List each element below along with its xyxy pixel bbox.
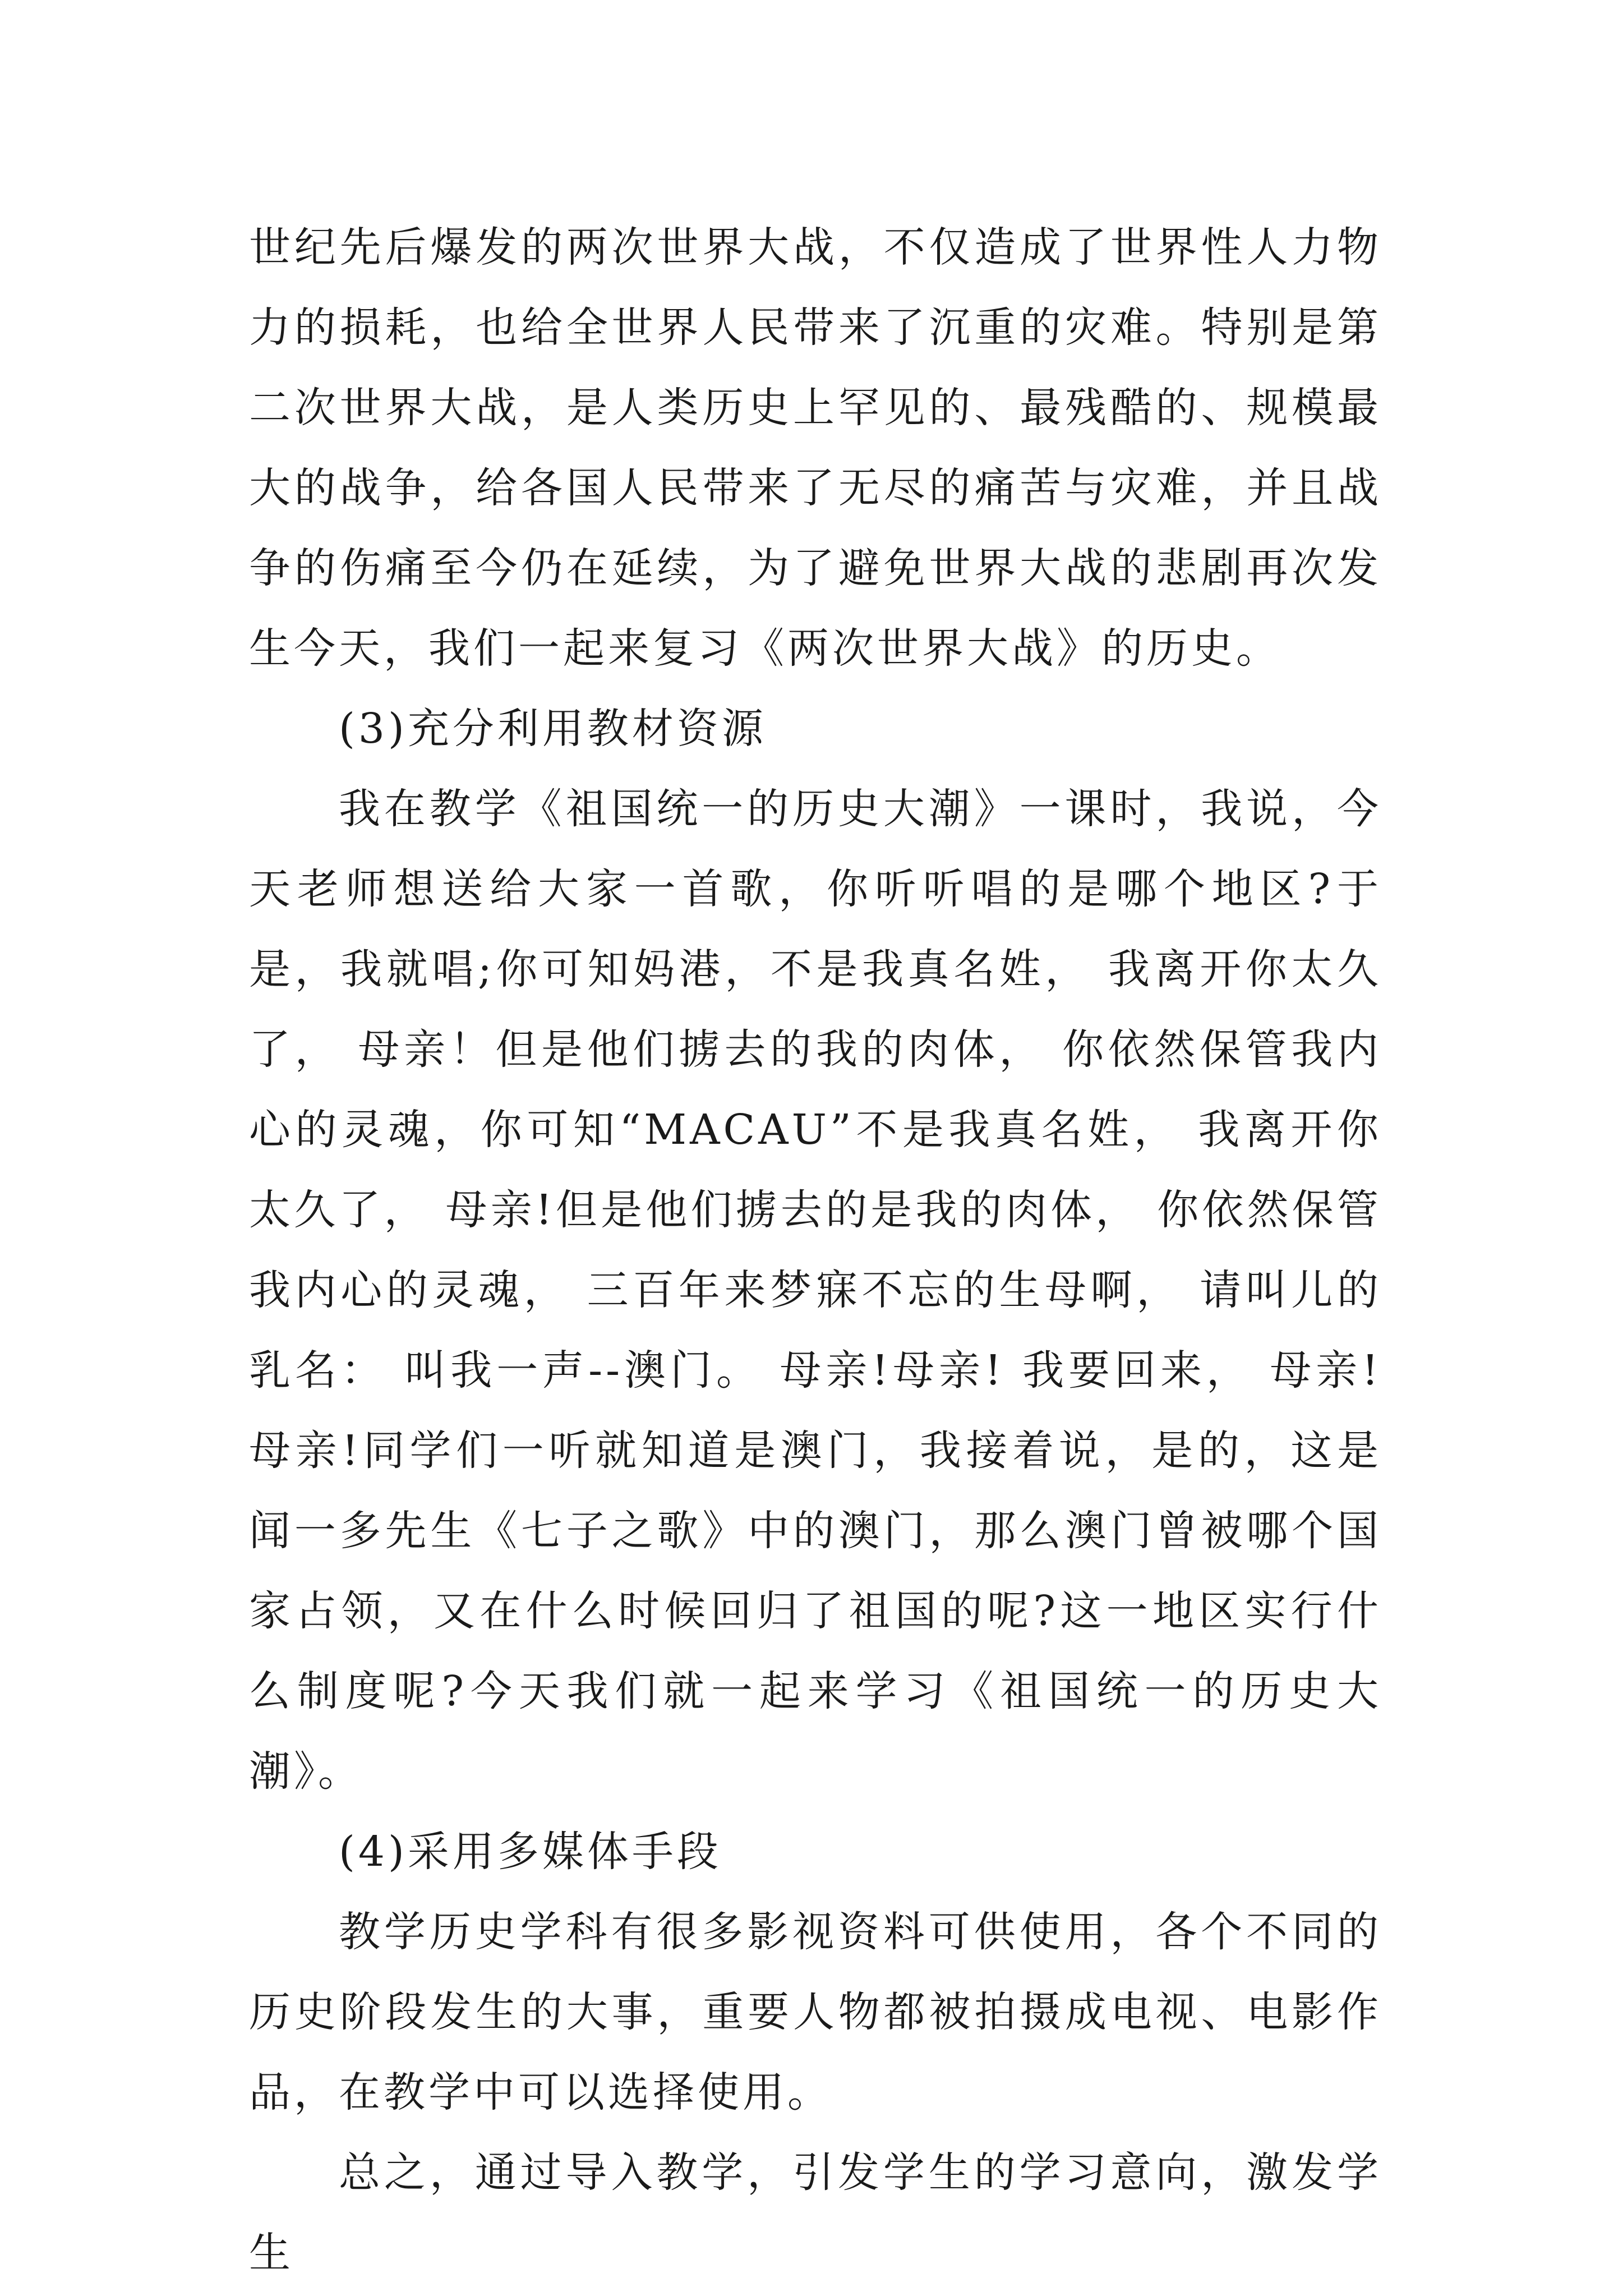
paragraph-world-wars-intro: 世纪先后爆发的两次世界大战，不仅造成了世界性人力物力的损耗，也给全世界人民带来了沉重的灾难。特别是第二次世界大战，是人类历史上罕见的、最残酷的、规模最大的战争，给各国人民带来了无尽的痛苦与灾难，并且战争的伤痛至今仍在延续，为了避免世界大战的悲剧再次发生今天，我们一起来复习《两次世界大战》的历史。 — [249, 223, 1382, 673]
paragraph-summary: 总之，通过导入教学，引发学生的学习意向，激发学生 — [249, 2148, 1382, 2277]
heading-use-textbook-resources: (3)充分利用教材资源 — [339, 705, 767, 753]
paragraph-multimedia-materials: 教学历史学科有很多影视资料可供使用，各个不同的历史阶段发生的大事，重要人物都被拍摄成电视、电影作品，在教学中可以选择使用。 — [249, 1908, 1382, 2116]
heading-use-multimedia: (4)采用多媒体手段 — [339, 1828, 722, 1876]
document-body — [249, 208, 1382, 2293]
paragraph-macau-song-example: 我在教学《祖国统一的历史大潮》一课时，我说，今天老师想送给大家一首歌，你听听唱的是哪个地区?于是，我就唱;你可知妈港，不是我真名姓， 我离开你太久了， 母亲！但是他们掳去的我的肉体， 你依然保管我内心的灵魂，你可知“MACAU”不是我真名姓， 我离开你太久了， 母亲!但是他们掳去的是我的肉体， 你依然保管我内心的灵魂， 三百年来梦寐不忘的生母啊， 请叫儿的乳名： 叫我一声--澳门。 母亲!母亲! 我要回来， 母亲!母亲!同学们一听就知道是澳门，我接着说，是的，这是闻一多先生《七子之歌》中的澳门，那么澳门曾被哪个国家占领，又在什么时候回归了祖国的呢?这一地区实行什么制度呢?今天我们就一起来学习《祖国统一的历史大潮》。 — [249, 785, 1382, 1796]
